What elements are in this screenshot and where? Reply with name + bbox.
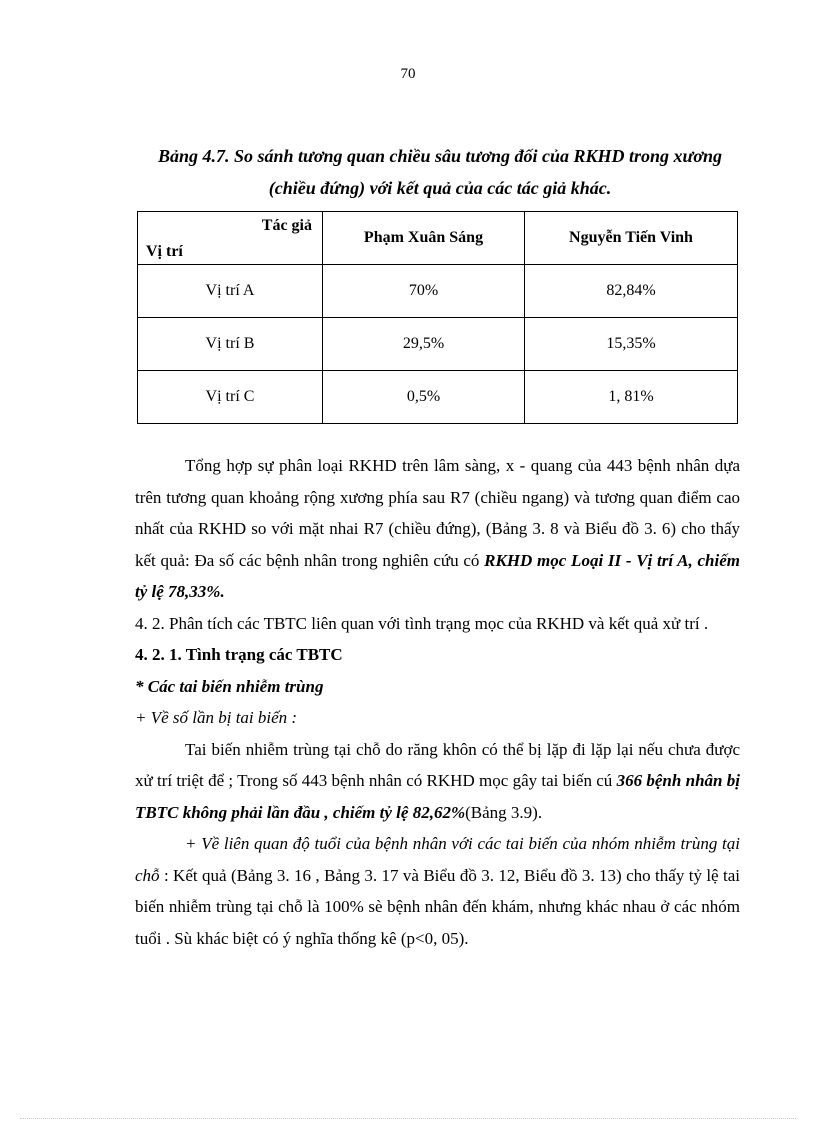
row-value-author-1: 0,5%: [323, 371, 525, 424]
header-corner-cell: [138, 212, 323, 265]
subheading-infection: * Các tai biến nhiễm trùng: [135, 676, 324, 696]
paragraph-age-text: : Kết quả (Bảng 3. 16 , Bảng 3. 17 và Biểu đồ 3. 12, Biểu đồ 3. 13) cho thấy tỷ lệ tai biến nhiễm trùng tại chỗ là 100% sè bệnh nhân đến khám, nhưng khác nhau ở các nhóm tuổi . Sù khác biệt có ý nghĩa thống kê (p<0, 05).: [135, 865, 740, 948]
row-value-author-1: 29,5%: [323, 318, 525, 371]
header-pham-xuan-sang: Phạm Xuân Sáng: [323, 212, 525, 265]
header-nguyen-tien-vinh: Nguyễn Tiến Vinh: [525, 212, 738, 265]
table-row: [138, 265, 738, 318]
row-position: Vị trí A: [138, 265, 323, 318]
header-position-label: Vị trí: [146, 243, 183, 260]
header-author-label: Tác giả: [261, 217, 312, 234]
paragraph-age: [135, 828, 740, 954]
paragraph-recurrence-tail: (Bảng 3.9).: [465, 802, 543, 822]
row-value-author-1: 70%: [323, 265, 525, 318]
table-row: [138, 371, 738, 424]
section-heading-4-2: 4. 2. Phân tích các TBTC liên quan với tình trạng mọc của RKHD và kết quả xử trí .: [135, 613, 709, 633]
table-row: [138, 318, 738, 371]
page-number: 70: [400, 66, 416, 82]
row-position: Vị trí C: [138, 371, 323, 424]
page-bottom-divider: [20, 1118, 796, 1119]
paragraph-summary-text: Tổng hợp sự phân loại RKHD trên lâm sàng, x - quang của 443 bệnh nhân dựa trên tương quan khoảng rộng xương phía sau R7 (chiều ngang) và tương quan điểm cao nhất của RKHD so với mặt nhai R7 (chiều đứng), (Bảng 3. 8 và Biểu đồ 3. 6) cho thấy kết quả: Đa số các bệnh nhân trong nghiên cứu có: [135, 456, 740, 570]
row-position: Vị trí B: [138, 318, 323, 371]
comparison-table: [137, 211, 738, 424]
row-value-author-2: 82,84%: [525, 265, 738, 318]
paragraph-recurrence-text: Tai biến nhiễm trùng tại chỗ do răng khôn có thể bị lặp đi lặp lại nếu chưa được xử trí triệt để ; Trong số 443 bệnh nhân có RKHD mọc gây tai biến cú: [135, 739, 740, 790]
paragraph-recurrence: [135, 734, 740, 829]
table-header-row: [138, 212, 738, 265]
paragraph-age-emphasis: + Về liên quan độ tuổi của bệnh nhân với các tai biến của nhóm nhiễm trùng tại chỗ: [135, 834, 740, 885]
caption-line-1: Bảng 4.7. So sánh tương quan chiều sâu tương đối của RKHD trong xương: [158, 146, 722, 166]
body-text: [135, 450, 740, 954]
section-heading-4-2-1: 4. 2. 1. Tình trạng các TBTC: [135, 645, 343, 664]
paragraph-summary-emphasis: RKHD mọc Loại II - Vị trí A, chiếm tỷ lệ 78,33%.: [135, 550, 740, 601]
row-value-author-2: 15,35%: [525, 318, 738, 371]
row-value-author-2: 1, 81%: [525, 371, 738, 424]
table-caption: [120, 140, 760, 204]
subheading-count: + Về số lần bị tai biến :: [135, 708, 298, 727]
paragraph-recurrence-emphasis: 366 bệnh nhân bị TBTC không phải lần đầu , chiếm tỷ lệ 82,62%: [135, 771, 740, 822]
caption-line-2: (chiều đứng) với kết quả của các tác giả khác.: [268, 178, 612, 198]
paragraph-summary: [135, 450, 740, 608]
